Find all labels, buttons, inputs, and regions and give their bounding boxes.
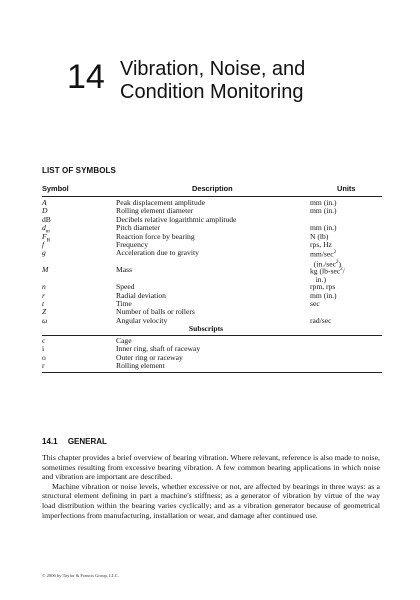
symbol-cell: g [42,248,46,258]
symbol-cell: Z [42,307,47,317]
description-cell: Pitch diameter [116,223,161,233]
table-row [42,241,382,249]
units-cell: mm (in.) [310,290,337,300]
description-cell: Rolling element [116,361,165,371]
column-header-symbol: Symbol [42,184,69,193]
symbol-cell: i [42,344,45,354]
units-cell: N (lb) [310,231,329,241]
units-cell: kg ($lb-\sec^2/$ in.) [310,266,345,285]
description-cell: Frequency [116,239,149,249]
units-cell: mm (in.) [310,206,337,216]
column-header-units: Units [337,184,356,193]
symbol-cell: ω [42,315,48,325]
table-row [42,300,382,308]
description-cell: Inner ring, shaft of raceway [116,344,201,354]
description-cell: Outer ring or raceway [116,352,183,362]
units-cell: mm (in.) [310,223,337,233]
column-header-description: Description [192,184,233,193]
description-cell: Cage [116,336,132,346]
description-cell: Mass [116,265,133,275]
section-title: GENERAL [67,437,107,446]
symbol-cell: M [42,265,49,275]
symbol-cell: r [42,361,45,371]
table-row [42,292,382,300]
description-cell: Angular velocity [116,315,168,325]
table-header-rule [42,196,382,197]
copyright-footer: © 2006 by Taylor & Francis Group, LLC. [42,573,119,578]
symbols-table-header [42,185,382,196]
description-cell: Reaction force by bearing [116,231,195,241]
chapter-title [120,58,380,104]
description-cell: Number of balls or rollers [116,307,195,317]
symbol-cell: r [42,290,45,300]
description-cell: Time [116,298,132,308]
symbol-cell: D [42,206,48,216]
table-row [42,248,382,269]
chapter-number: 14 [67,58,105,96]
units-cell: rpm, rps [310,282,336,292]
symbols-table-body [42,199,382,373]
list-of-symbols-heading: LIST OF SYMBOLS [42,166,116,175]
description-cell: Decibels relative logarithmic amplitude [116,214,237,224]
description-cell: Speed [116,282,135,292]
symbol-cell: c [42,336,46,346]
subscripts-heading: Subscripts [188,324,224,334]
table-row [42,345,382,353]
description-cell: Radial deviation [116,290,166,300]
paragraph: This chapter provides a brief overview of bearing vibration. Where relevant, reference is also made to noise, sometimes resulting from excessive bearing vibration. A few common bearing applications in which noise and vibration are important are described. [42,453,380,482]
symbol-cell: o [42,352,46,362]
table-row [42,317,382,325]
symbols-table [42,185,382,373]
description-cell: Peak displacement amplitude [116,198,205,207]
units-cell: $mm/\sec^2$ $(in./\sec^2)$ [310,249,341,269]
symbol-cell: t [42,298,45,308]
table-row [42,223,382,235]
symbol-cell: $d_m$ [42,223,50,235]
table-row [42,337,382,345]
description-cell: Rolling element diameter [116,206,194,216]
chapter-title-line-1: Vibration, Noise, and [120,58,306,80]
body-text [42,453,380,520]
section-heading [42,437,107,446]
symbol-cell: dB [42,214,51,224]
units-cell: rps, Hz [310,239,332,249]
description-cell: Acceleration due to gravity [116,248,199,258]
subscripts-rule [42,335,382,336]
units-cell: sec [310,298,320,308]
table-row [42,266,382,283]
table-row [42,354,382,362]
symbol-cell: $F_R$ [42,231,51,244]
table-bottom-rule [42,372,382,373]
symbol-cell: A [42,198,47,207]
table-row [42,362,382,370]
units-cell: mm (in.) [310,198,337,207]
section-number: 14.1 [42,437,58,446]
units-cell: rad/sec [310,315,332,325]
symbol-cell: f [42,239,45,249]
chapter-title-line-2: Condition Monitoring [120,81,304,103]
paragraph: Machine vibration or noise levels, whether excessive or not, are affected by bearings in three ways: as a structural element defining in part a machine's stiffness; as a generator of vibration by virtue of the way load distribution within the bearing varies cyclically; and as a vibration generator because of geometrical imperfections from manufacturing, installation or wear, and damage after continued use. [42,481,380,520]
symbol-cell: n [42,282,46,292]
